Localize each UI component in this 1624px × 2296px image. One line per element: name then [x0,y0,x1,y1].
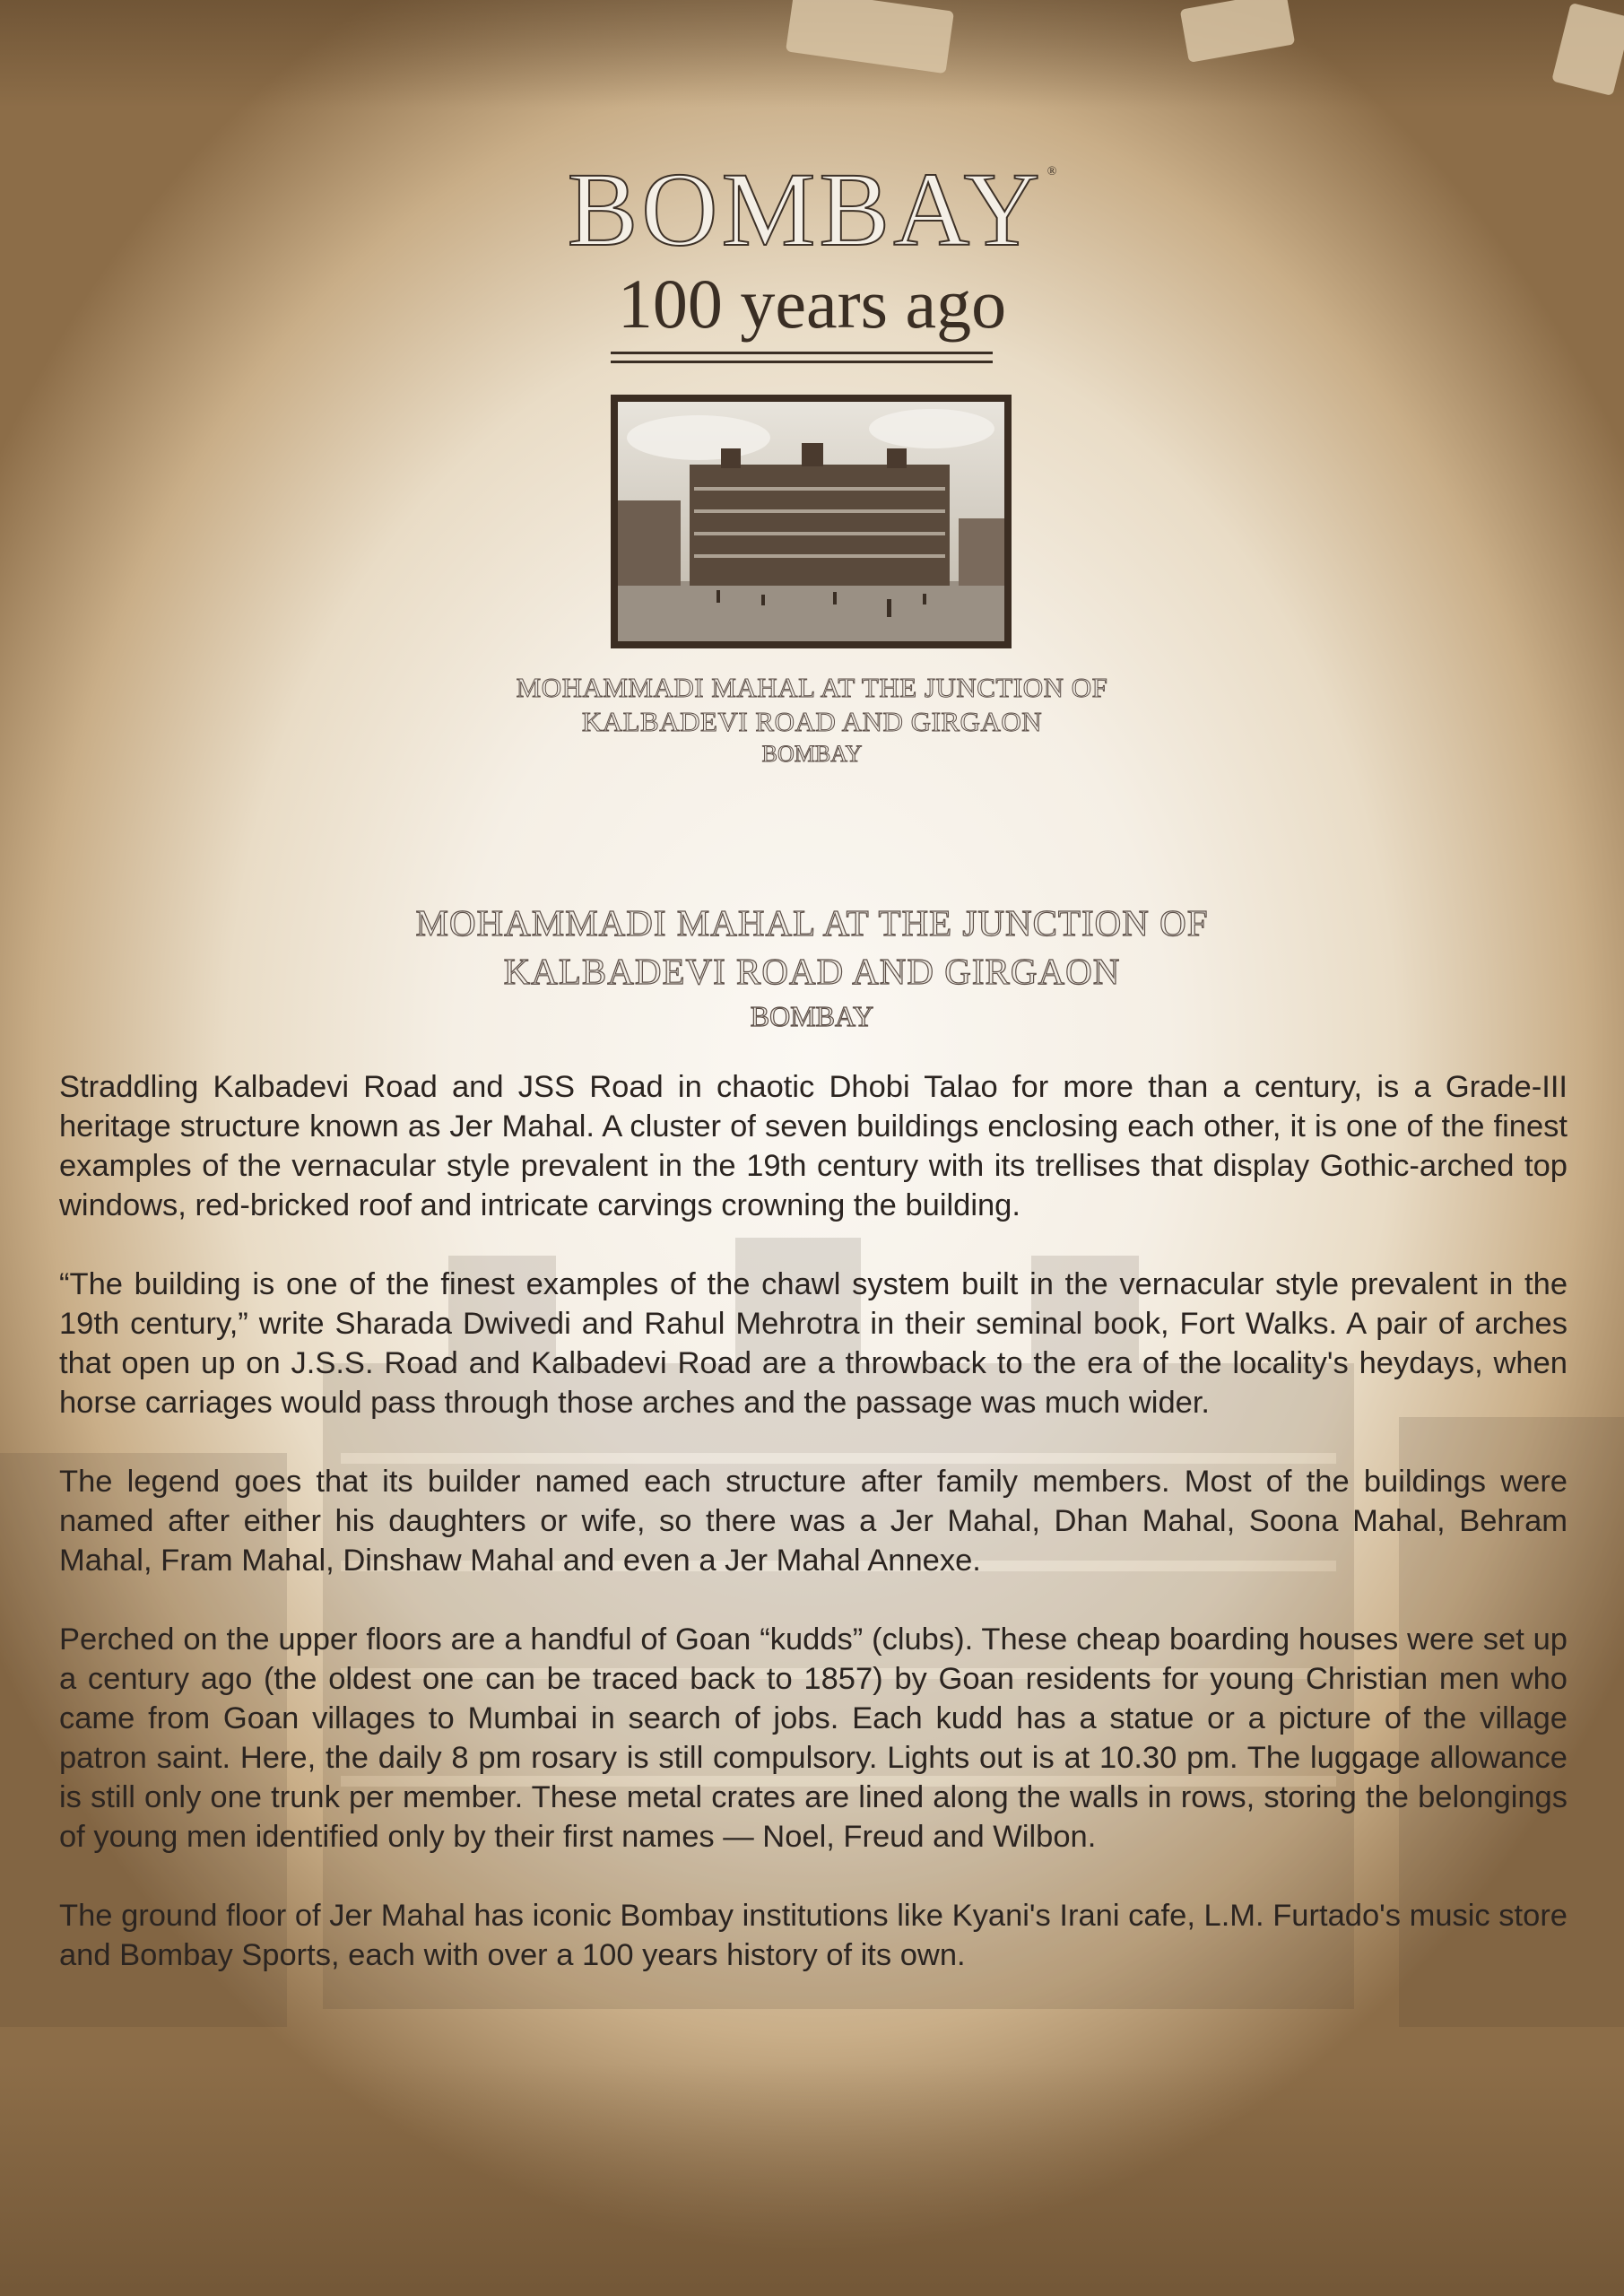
historic-photo-frame [611,395,1012,648]
photo-caption-line-3: BOMBAY [761,741,863,767]
historic-building-photo-icon [618,402,1004,641]
article-heading-line-3: BOMBAY [750,1000,874,1032]
article-heading [0,899,1624,1037]
subtitle-underline-top [611,352,993,354]
article-heading-line-2: KALBADEVI ROAD AND GIRGAON [503,951,1121,992]
photo-caption-line-1: MOHAMMADI MAHAL AT THE JUNCTION OF [516,672,1108,703]
brand-title-text: BOMBAY [567,151,1044,268]
brand-subtitle: 100 years ago [617,265,1007,343]
article-paragraph: Straddling Kalbadevi Road and JSS Road in chaotic Dhobi Talao for more than a century, is a Grade-III heritage structure known as Jer Mahal. A cluster of seven buildings enclosing each other, it is one of the finest examples of the vernacular style prevalent in the 19th century with its trellises that display Gothic-arched top windows, red-bricked roof and intricate carvings crowning the building. [59,1070,1568,1222]
burnt-bottom-edge [0,2063,1624,2296]
article-heading-line-1: MOHAMMADI MAHAL AT THE JUNCTION OF [415,902,1209,944]
subtitle-underline-bottom [611,361,993,363]
article-body [59,1067,1568,2014]
article-paragraph: “The building is one of the finest examples of the chawl system built in the vernacular style prevalent in the 19th century,” write Sharada Dwivedi and Rahul Mehrotra in their seminal book, Fort Walks. A pair of arches that open up on J.S.S. Road and Kalbadevi Road are a throwback to the era of the locality's heydays, when horse carriages would pass through those arches and the passage was much wider. [59,1267,1568,1420]
trademark-symbol: ® [1046,165,1061,178]
article-paragraph: Perched on the upper floors are a handful of Goan “kudds” (clubs). These cheap boarding houses were set up a century ago (the oldest one can be traced back to 1857) by Goan residents for young Christian men who came from Goan villages to Mumbai in search of jobs. Each kudd has a statue or a picture of the village patron saint. Here, the daily 8 pm rosary is still compulsory. Lights out is at 10.30 pm. The luggage allowance is still only one trunk per member. These metal crates are lined along the walls in rows, storing the belongings of young men identified only by their first names — Noel, Freud and Wilbon. [59,1622,1568,1854]
article-paragraph: The legend goes that its builder named each structure after family members. Most of the buildings were named after either his daughters or wife, so there was a Jer Mahal, Dhan Mahal, Soona Mahal, Behram Mahal, Fram Mahal, Dinshaw Mahal and even a Jer Mahal Annexe. [59,1465,1568,1578]
brand-title [0,151,1624,268]
photo-caption-line-2: KALBADEVI ROAD AND GIRGAON [581,706,1043,737]
article-paragraph: The ground floor of Jer Mahal has iconic Bombay institutions like Kyani's Irani cafe, L.M. Furtado's music store and Bombay Sports, each with over a 100 years history of its own. [59,1899,1568,1972]
photo-caption [0,671,1624,770]
